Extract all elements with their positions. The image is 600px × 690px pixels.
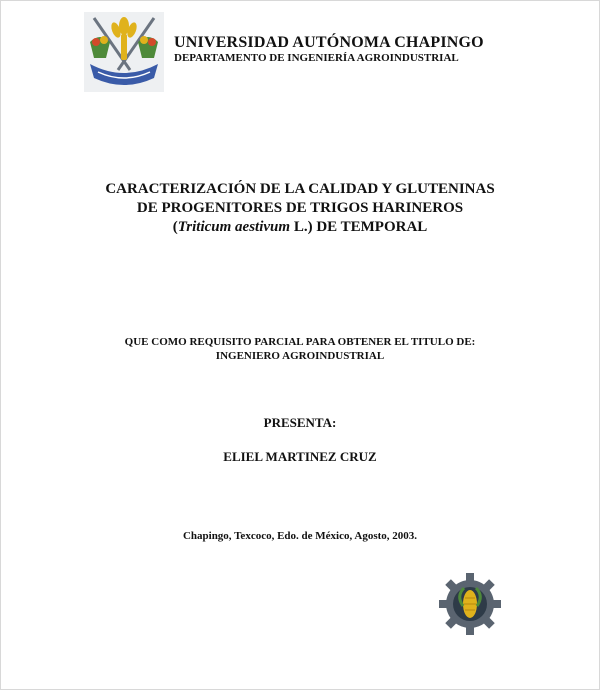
title-line-1: CARACTERIZACIÓN DE LA CALIDAD Y GLUTENINAS [105,181,495,197]
title-line-3 [40,218,560,237]
university-name: UNIVERSIDAD AUTÓNOMA CHAPINGO [174,34,484,51]
university-seal-icon [84,12,164,92]
species-name: Triticum aestivum [177,219,291,235]
requirement-line-1: QUE COMO REQUISITO PARCIAL PARA OBTENER EL TITULO DE: [124,336,476,348]
thesis-title [40,180,560,237]
author-name: ELIEL MARTINEZ CRUZ [223,449,377,464]
place-date: Chapingo, Texcoco, Edo. de México, Agosto, 2003. [182,530,418,542]
department-name: DEPARTAMENTO DE INGENIERÍA AGROINDUSTRIAL [174,52,459,64]
title-line-2: DE PROGENITORES DE TRIGOS HARINEROS [136,200,464,216]
degree-requirement [40,335,560,363]
gear-corn-emblem-icon [430,572,510,636]
title-paren-open: ( [172,219,178,235]
title-end: DE TEMPORAL [312,219,428,235]
species-author: L.) [290,219,313,235]
header [174,34,584,65]
presenta-label: PRESENTA: [263,415,337,430]
requirement-line-2: INGENIERO AGROINDUSTRIAL [215,350,385,362]
